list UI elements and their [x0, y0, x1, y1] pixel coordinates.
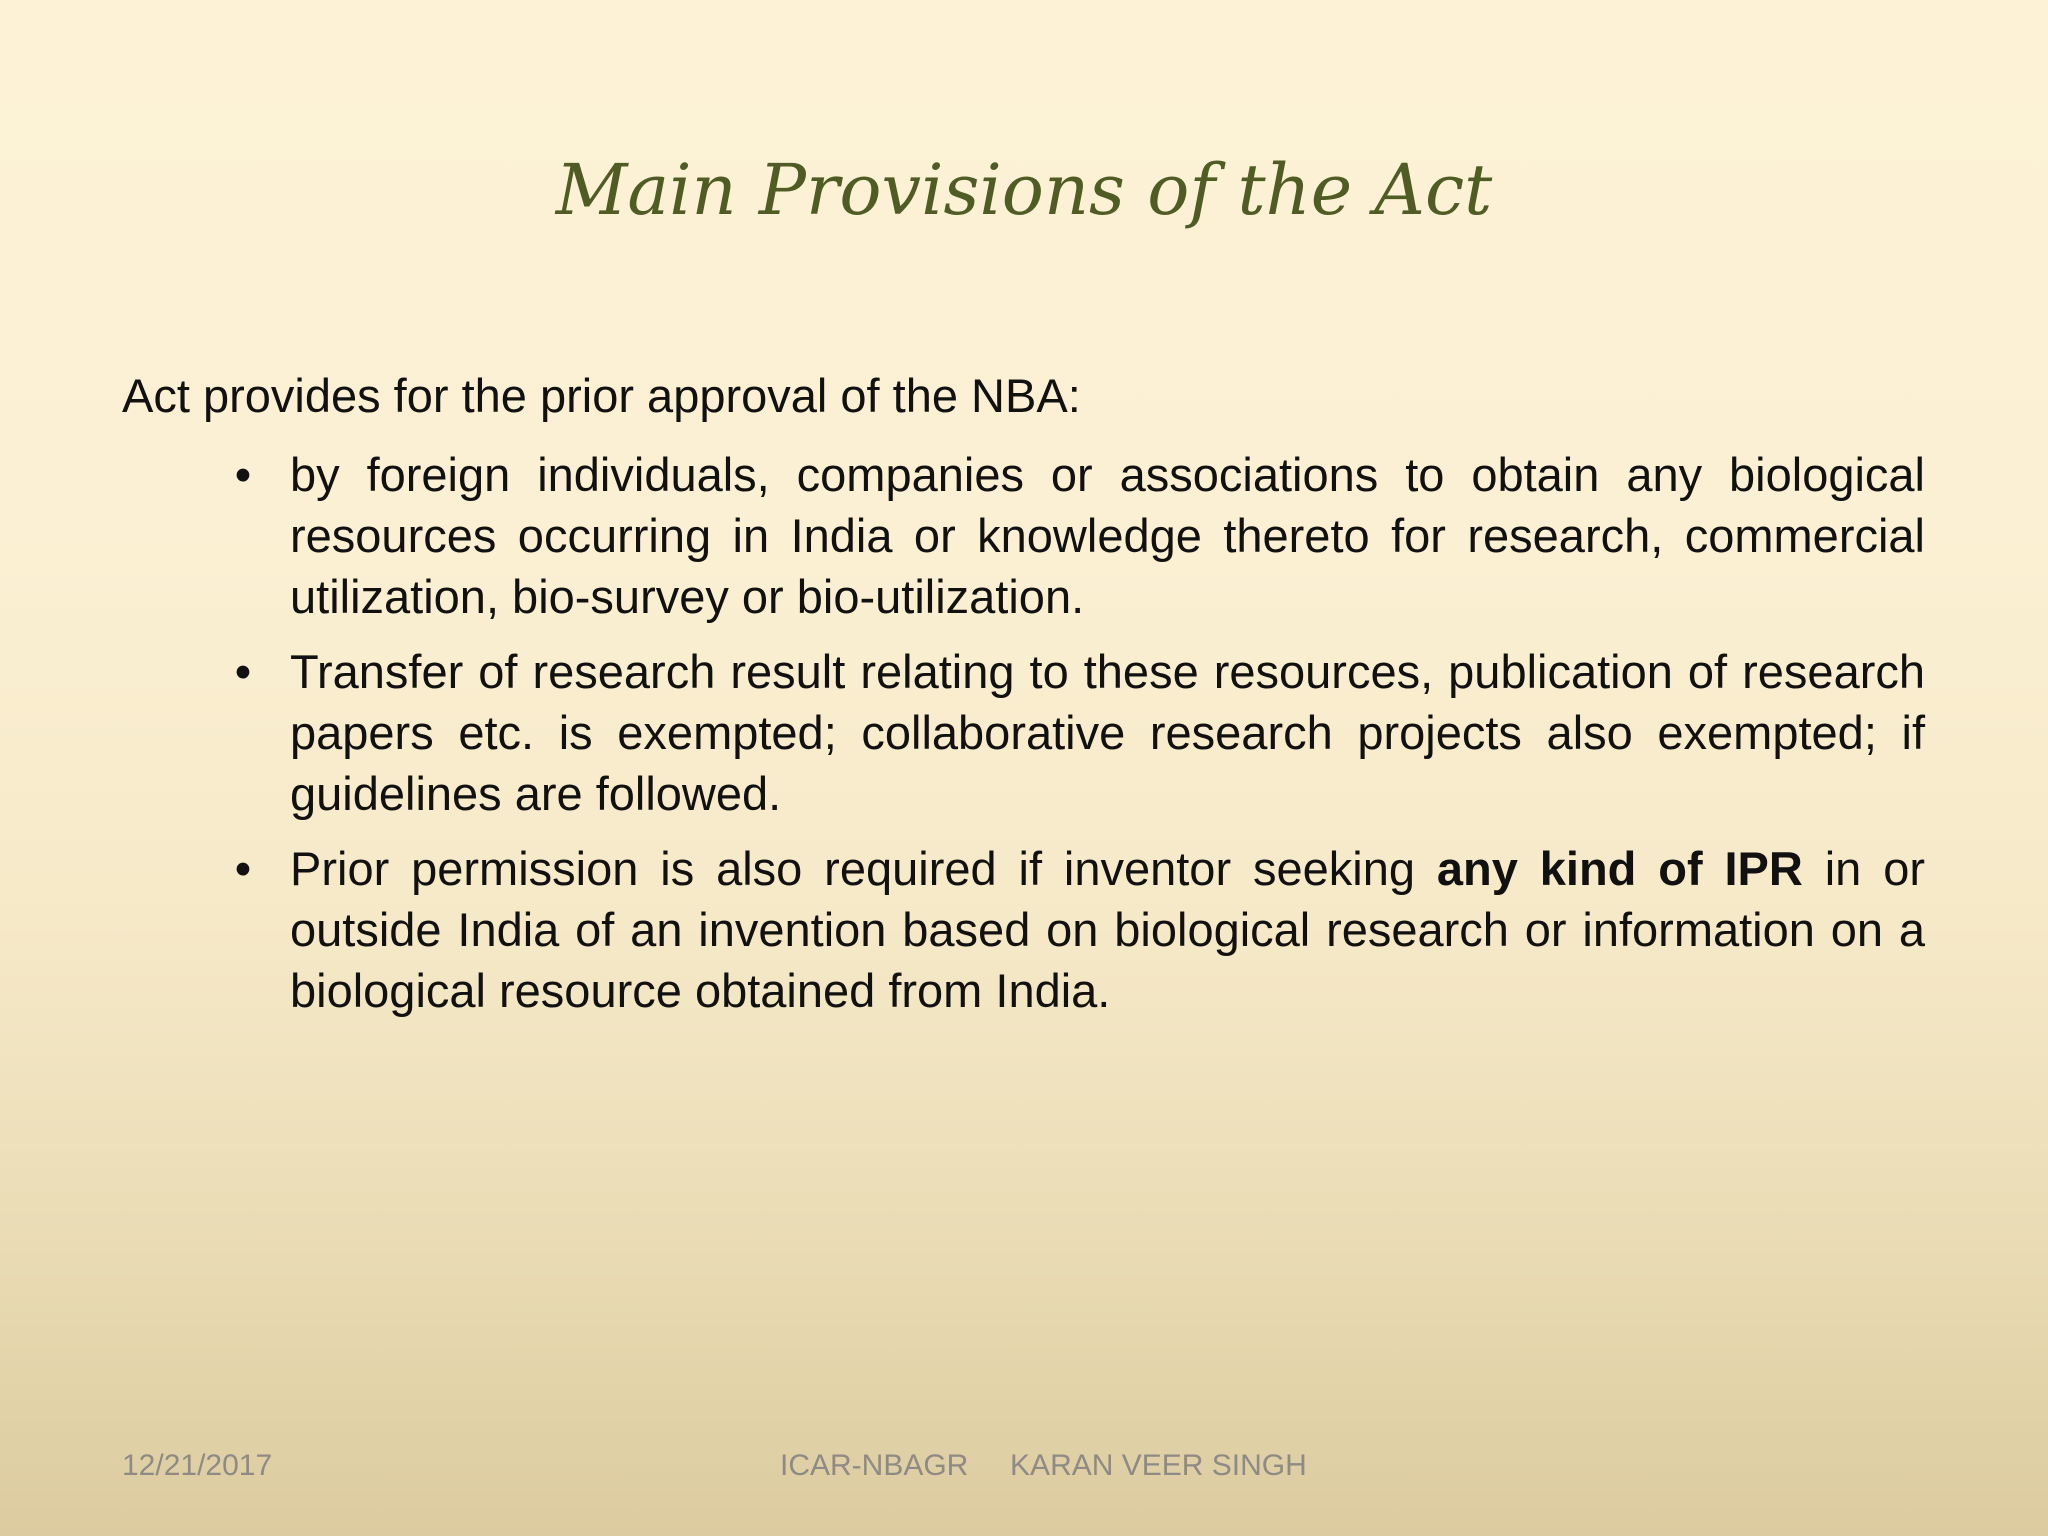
intro-text: Act provides for the prior approval of the NBA: [122, 369, 1081, 422]
bullet-icon: • [234, 448, 252, 501]
footer-org: ICAR-NBAGR [780, 1449, 969, 1482]
bullet-item [220, 444, 1925, 627]
bullet-icon: • [234, 645, 252, 698]
footer-author: KARAN VEER SINGH [1010, 1449, 1307, 1482]
slide-title: Main Provisions of the Act [555, 149, 1493, 231]
bullet-item [220, 838, 1925, 1021]
footer-date: 12/21/2017 [122, 1449, 273, 1482]
bullet-item [220, 641, 1925, 824]
bullet-text: by foreign individuals, companies or associations to obtain any biological resources occurring in India or knowledge thereto for research, commercial utilization, bio-survey or bio-utilization. [290, 448, 1925, 623]
bullet-text: Transfer of research result relating to these resources, publication of research papers etc. is exempted; collaborative research projects also exempted; if guidelines are followed. [290, 645, 1925, 820]
bullet-list [220, 444, 1925, 1035]
bullet-text-after: in or outside India of an invention based on biological research or information on a biological resource obtained from India. [290, 842, 1925, 1017]
bullet-text-emphasis: any kind of IPR [1436, 842, 1803, 895]
bullet-text-before: Prior permission is also required if inventor seeking [290, 842, 1437, 895]
footer-center [780, 1446, 1307, 1486]
bullet-icon: • [234, 842, 252, 895]
